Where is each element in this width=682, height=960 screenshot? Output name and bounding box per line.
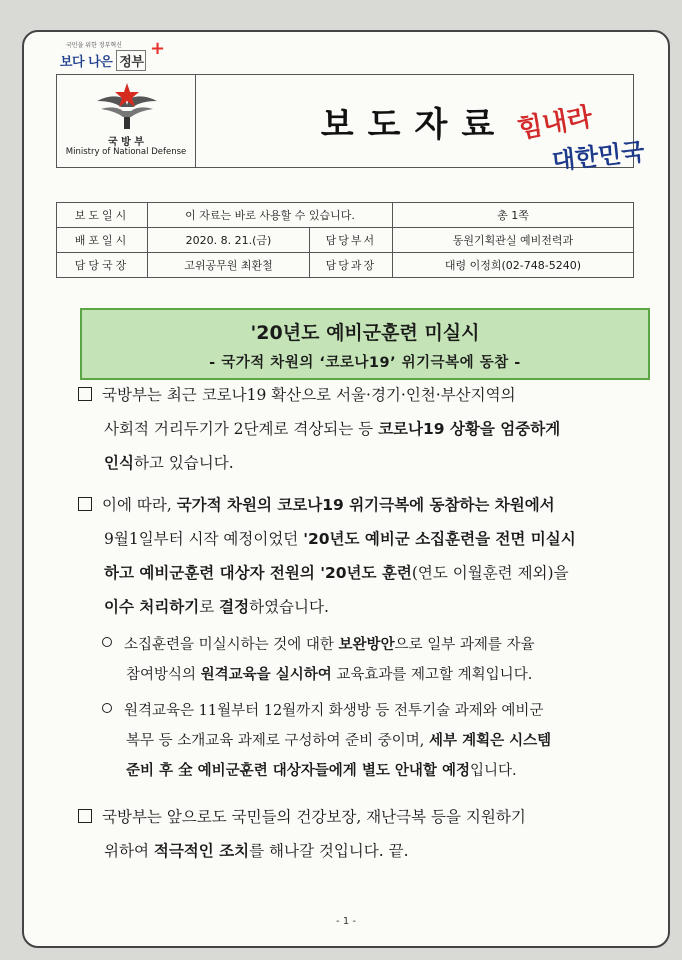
info-label: 보도일시	[57, 203, 148, 228]
ministry-emblem-icon	[95, 79, 159, 131]
info-value: 고위공무원 최환철	[148, 253, 310, 278]
info-row	[57, 203, 634, 228]
info-page-count: 총 1쪽	[392, 203, 633, 228]
body-paragraph-3: 국방부는 앞으로도 국민들의 건강보장, 재난극복 등을 지원하기 위하여 적극적인 조치를 해나갈 것입니다. 끝.	[78, 800, 652, 868]
info-value: 동원기획관실 예비전력과	[392, 228, 633, 253]
press-release-sheet	[22, 30, 670, 948]
slogan-calligraphy	[512, 88, 662, 178]
square-bullet-icon	[78, 497, 92, 511]
info-label: 배포일시	[57, 228, 148, 253]
page-number: - 1 -	[336, 916, 356, 927]
circle-bullet-icon	[102, 637, 112, 647]
info-row	[57, 253, 634, 278]
gov-logo-box-text: 정부	[116, 50, 146, 71]
sub-item-2: 원격교육은 11월부터 12월까지 화생방 등 전투기술 과제와 예비군 복무 등 소개교육 과제로 구성하여 준비 중이며, 세부 계획은 시스템 준비 후 全 예비군훈련 대상자들에게 별도 안내할 예정입니다.	[102, 696, 650, 786]
release-info-table	[56, 202, 634, 278]
square-bullet-icon	[78, 387, 92, 401]
headline-subtitle: - 국가적 차원의 ‘코로나19’ 위기극복에 동참 -	[209, 355, 521, 371]
info-value: 2020. 8. 21.(금)	[148, 228, 310, 253]
circle-bullet-icon	[102, 703, 112, 713]
body-paragraph-2: 이에 따라, 국가적 차원의 코로나19 위기극복에 동참하는 차원에서 9월1일부터 시작 예정이었던 '20년도 예비군 소집훈련을 전면 미실시 하고 예비군훈련 대상자 전원의 '20년도 훈련(연도 이월훈련 제외)을 이수 처리하기로 결정하였습니다.	[78, 488, 652, 624]
ministry-logo-cell	[57, 75, 196, 168]
info-label: 담당국장	[57, 253, 148, 278]
info-label: 담당과장	[309, 253, 392, 278]
info-value: 대령 이정희(02-748-5240)	[392, 253, 633, 278]
gov-logo-tagline: 국민을 위한 정부혁신	[66, 42, 122, 49]
body-paragraph-1: 국방부는 최근 코로나19 확산으로 서울·경기·인천·부산지역의 사회적 거리두기가 2단계로 격상되는 등 코로나19 상황을 엄중하게 인식하고 있습니다.	[78, 378, 652, 480]
headline-title: '20년도 예비군훈련 미실시	[250, 322, 480, 344]
ministry-name-en: Ministry of National Defense	[65, 147, 187, 157]
page-title: 보도자료	[320, 104, 509, 145]
sub-item-1: 소집훈련을 미실시하는 것에 대한 보완방안으로 일부 과제를 자율 참여방식의 원격교육을 실시하여 교육효과를 제고할 계획입니다.	[102, 630, 650, 690]
ministry-name-ko: 국 방 부	[108, 137, 144, 148]
slogan-part1: 힘내라	[515, 102, 595, 145]
slogan-part2: 대한민국	[550, 136, 646, 176]
square-bullet-icon	[78, 809, 92, 823]
info-value: 이 자료는 바로 사용할 수 있습니다.	[148, 203, 393, 228]
plus-icon: +	[150, 38, 166, 59]
gov-logo-text: 보다 나은 정부	[60, 50, 146, 71]
government-innovation-logo	[60, 40, 190, 76]
info-label: 담당부서	[309, 228, 392, 253]
info-row	[57, 228, 634, 253]
headline-box	[80, 308, 650, 380]
